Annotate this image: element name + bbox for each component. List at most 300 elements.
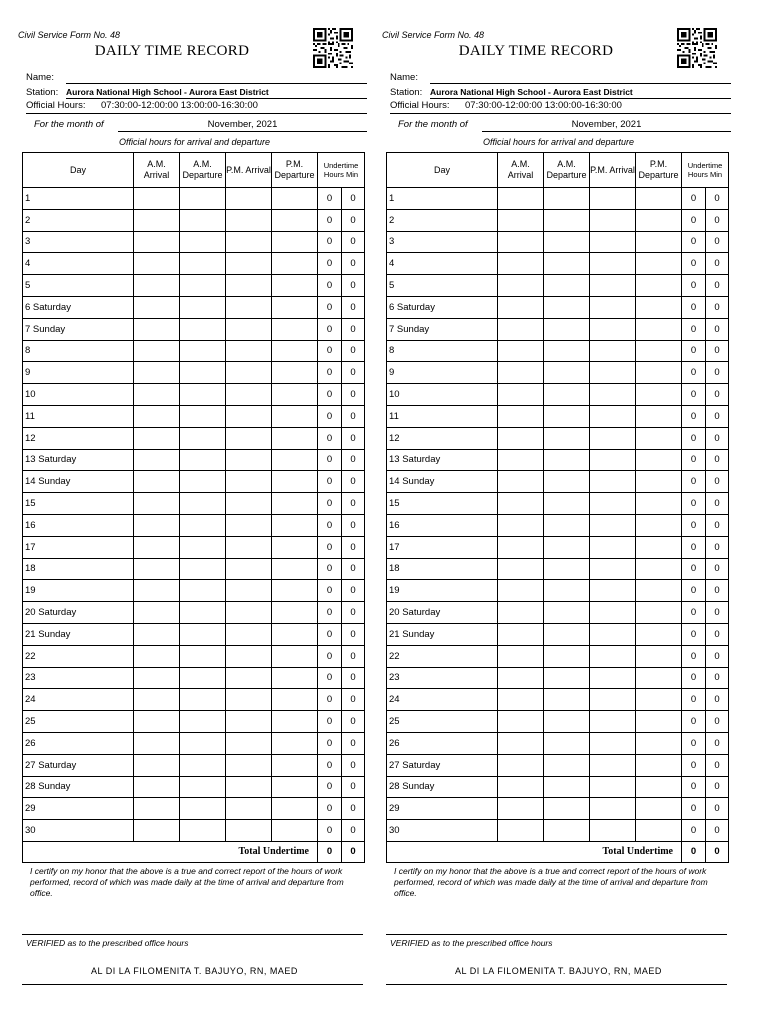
day-cell: 6 Saturday — [387, 296, 498, 318]
undertime-hours-cell: 0 — [318, 558, 342, 580]
undertime-min-cell: 0 — [342, 449, 365, 471]
day-cell: 1 — [387, 188, 498, 210]
undertime-min-cell: 0 — [706, 580, 729, 602]
am-arrival-cell — [498, 667, 544, 689]
pm-departure-cell — [636, 558, 682, 580]
am-arrival-cell — [498, 558, 544, 580]
am-departure-cell — [180, 296, 226, 318]
pm-arrival-cell — [226, 754, 272, 776]
pm-departure-cell — [272, 493, 318, 515]
undertime-min-cell: 0 — [706, 231, 729, 253]
undertime-hours-cell: 0 — [318, 275, 342, 297]
day-cell: 29 — [387, 798, 498, 820]
am-departure-cell — [544, 318, 590, 340]
am-departure-cell — [544, 623, 590, 645]
table-row — [387, 776, 729, 798]
undertime-hours-cell: 0 — [318, 493, 342, 515]
undertime-min-cell: 0 — [342, 623, 365, 645]
time-record-table — [22, 152, 365, 863]
day-cell: 1 — [23, 188, 134, 210]
undertime-min-cell: 0 — [706, 296, 729, 318]
undertime-hours-cell: 0 — [318, 405, 342, 427]
pm-departure-cell — [272, 362, 318, 384]
official-hours-line — [390, 113, 731, 114]
am-arrival-cell — [498, 405, 544, 427]
time-record-table — [386, 152, 729, 863]
day-cell: 19 — [23, 580, 134, 602]
undertime-min-cell: 0 — [706, 732, 729, 754]
pm-arrival-cell — [590, 449, 636, 471]
pm-departure-cell — [272, 776, 318, 798]
undertime-min-cell: 0 — [706, 449, 729, 471]
pm-arrival-cell — [590, 754, 636, 776]
day-cell: 4 — [23, 253, 134, 275]
am-arrival-cell — [134, 471, 180, 493]
am-departure-cell — [544, 296, 590, 318]
day-cell: 22 — [387, 645, 498, 667]
pm-arrival-cell — [226, 471, 272, 493]
undertime-min-cell: 0 — [706, 623, 729, 645]
pm-arrival-cell — [226, 798, 272, 820]
am-departure-cell — [180, 623, 226, 645]
table-row — [387, 798, 729, 820]
am-departure-cell — [544, 188, 590, 210]
pm-arrival-cell — [226, 209, 272, 231]
table-row — [387, 558, 729, 580]
pm-arrival-cell — [226, 340, 272, 362]
am-departure-cell — [544, 798, 590, 820]
pm-departure-cell — [636, 253, 682, 275]
day-cell: 8 — [23, 340, 134, 362]
day-cell: 8 — [387, 340, 498, 362]
table-header-row — [387, 153, 729, 188]
am-arrival-cell — [498, 188, 544, 210]
undertime-min-cell: 0 — [706, 667, 729, 689]
pm-departure-cell — [636, 798, 682, 820]
am-departure-cell — [544, 449, 590, 471]
am-arrival-cell — [498, 493, 544, 515]
undertime-min-cell: 0 — [342, 188, 365, 210]
table-row — [23, 253, 365, 275]
day-cell: 14 Sunday — [23, 471, 134, 493]
undertime-hours-cell: 0 — [318, 623, 342, 645]
total-hours-cell: 0 — [318, 841, 342, 862]
pm-arrival-cell — [226, 558, 272, 580]
am-departure-cell — [180, 340, 226, 362]
am-arrival-cell — [134, 493, 180, 515]
day-cell: 10 — [387, 384, 498, 406]
table-row — [23, 514, 365, 536]
undertime-hours-cell: 0 — [682, 471, 706, 493]
pm-departure-cell — [636, 776, 682, 798]
am-departure-cell — [544, 820, 590, 842]
day-cell: 5 — [387, 275, 498, 297]
undertime-min-cell: 0 — [342, 362, 365, 384]
day-cell: 9 — [387, 362, 498, 384]
am-arrival-cell — [134, 340, 180, 362]
table-row — [387, 405, 729, 427]
am-arrival-cell — [134, 776, 180, 798]
am-arrival-cell — [498, 623, 544, 645]
total-min-cell: 0 — [706, 841, 729, 862]
verify-signature-line — [22, 934, 363, 935]
am-arrival-cell — [134, 362, 180, 384]
am-arrival-cell — [134, 514, 180, 536]
undertime-min-cell: 0 — [342, 580, 365, 602]
pm-departure-cell — [636, 296, 682, 318]
am-departure-cell — [180, 514, 226, 536]
pm-arrival-cell — [226, 623, 272, 645]
am-departure-cell — [544, 209, 590, 231]
undertime-hours-cell: 0 — [682, 253, 706, 275]
am-arrival-cell — [498, 209, 544, 231]
am-departure-cell — [180, 231, 226, 253]
month-label: For the month of — [398, 119, 468, 130]
pm-departure-cell — [636, 820, 682, 842]
table-row — [23, 776, 365, 798]
day-cell: 24 — [23, 689, 134, 711]
day-cell: 15 — [23, 493, 134, 515]
am-departure-cell — [180, 732, 226, 754]
undertime-min-cell: 0 — [342, 318, 365, 340]
pm-arrival-cell — [226, 645, 272, 667]
table-row — [23, 580, 365, 602]
am-departure-cell — [544, 667, 590, 689]
pm-arrival-cell — [226, 493, 272, 515]
am-departure-cell — [180, 318, 226, 340]
undertime-hours-cell: 0 — [318, 645, 342, 667]
undertime-min-cell: 0 — [706, 776, 729, 798]
am-arrival-cell — [498, 340, 544, 362]
day-cell: 28 Sunday — [23, 776, 134, 798]
pm-arrival-cell — [226, 405, 272, 427]
pm-arrival-cell — [590, 798, 636, 820]
am-arrival-cell — [498, 689, 544, 711]
table-row — [23, 623, 365, 645]
undertime-hours-cell: 0 — [682, 514, 706, 536]
undertime-hours-cell: 0 — [318, 689, 342, 711]
undertime-min-cell: 0 — [706, 711, 729, 733]
undertime-min-cell: 0 — [706, 318, 729, 340]
undertime-hours-cell: 0 — [318, 602, 342, 624]
undertime-hours-cell: 0 — [318, 253, 342, 275]
undertime-hours-cell: 0 — [318, 384, 342, 406]
undertime-min-cell: 0 — [706, 645, 729, 667]
am-departure-cell — [544, 471, 590, 493]
station-row — [390, 85, 731, 99]
undertime-min-cell: 0 — [706, 536, 729, 558]
undertime-min-cell: 0 — [342, 711, 365, 733]
am-arrival-cell — [134, 253, 180, 275]
undertime-min-cell: 0 — [342, 667, 365, 689]
pm-departure-cell — [636, 645, 682, 667]
undertime-hours-cell: 0 — [682, 296, 706, 318]
undertime-hours-cell: 0 — [682, 209, 706, 231]
undertime-min-cell: 0 — [706, 820, 729, 842]
undertime-hours-cell: 0 — [682, 732, 706, 754]
am-arrival-cell — [134, 623, 180, 645]
pm-departure-cell — [272, 405, 318, 427]
pm-departure-cell — [272, 645, 318, 667]
undertime-hours-cell: 0 — [318, 580, 342, 602]
day-cell: 9 — [23, 362, 134, 384]
day-cell: 30 — [23, 820, 134, 842]
pm-departure-cell — [272, 732, 318, 754]
pm-arrival-cell — [590, 645, 636, 667]
station-row — [26, 85, 367, 99]
am-arrival-cell — [498, 296, 544, 318]
am-arrival-cell — [498, 275, 544, 297]
month-value: November, 2021 — [571, 119, 642, 130]
am-departure-cell — [544, 405, 590, 427]
pm-arrival-cell — [226, 188, 272, 210]
undertime-hours-cell: 0 — [682, 275, 706, 297]
am-arrival-cell — [498, 820, 544, 842]
undertime-hours-cell: 0 — [682, 340, 706, 362]
pm-departure-cell — [636, 188, 682, 210]
table-row — [387, 296, 729, 318]
am-departure-cell — [180, 471, 226, 493]
am-departure-cell — [544, 275, 590, 297]
undertime-min-cell: 0 — [342, 471, 365, 493]
undertime-hours-cell: 0 — [682, 231, 706, 253]
undertime-hours-cell: 0 — [682, 427, 706, 449]
pm-departure-cell — [272, 820, 318, 842]
table-row — [23, 798, 365, 820]
undertime-hours-cell: 0 — [318, 231, 342, 253]
total-undertime-row — [23, 841, 365, 862]
pm-arrival-cell — [226, 820, 272, 842]
station-field-line — [66, 98, 367, 99]
pm-departure-cell — [636, 209, 682, 231]
table-row — [23, 449, 365, 471]
table-row — [23, 689, 365, 711]
day-cell: 23 — [387, 667, 498, 689]
official-hours-row — [390, 100, 731, 114]
pm-departure-cell — [636, 493, 682, 515]
am-arrival-cell — [134, 209, 180, 231]
undertime-min-cell: 0 — [342, 427, 365, 449]
undertime-min-cell: 0 — [342, 405, 365, 427]
table-row — [23, 536, 365, 558]
pm-departure-cell — [272, 558, 318, 580]
undertime-min-cell: 0 — [706, 405, 729, 427]
table-row — [387, 318, 729, 340]
am-departure-cell — [544, 580, 590, 602]
undertime-min-cell: 0 — [706, 493, 729, 515]
undertime-hours-cell: 0 — [682, 558, 706, 580]
table-row — [23, 340, 365, 362]
month-row — [22, 117, 367, 132]
verify-signature-line — [386, 934, 727, 935]
undertime-min-cell: 0 — [342, 754, 365, 776]
am-departure-cell — [544, 427, 590, 449]
undertime-hours-cell: 0 — [682, 188, 706, 210]
name-label: Name: — [26, 72, 54, 83]
day-cell: 21 Sunday — [387, 623, 498, 645]
qr-code-icon — [313, 28, 353, 68]
am-departure-cell — [180, 253, 226, 275]
am-arrival-cell — [134, 405, 180, 427]
day-cell: 21 Sunday — [23, 623, 134, 645]
am-departure-cell — [180, 536, 226, 558]
day-cell: 28 Sunday — [387, 776, 498, 798]
table-row — [387, 340, 729, 362]
month-row — [386, 117, 731, 132]
qr-code-icon — [677, 28, 717, 68]
header-am-arrival: A.M. Arrival — [498, 153, 544, 188]
am-arrival-cell — [134, 275, 180, 297]
undertime-hours-cell: 0 — [318, 514, 342, 536]
table-row — [387, 362, 729, 384]
pm-arrival-cell — [590, 558, 636, 580]
day-cell: 7 Sunday — [23, 318, 134, 340]
signatory-name: AL DI LA FILOMENITA T. BAJUYO, RN, MAED — [91, 966, 298, 976]
form-title: DAILY TIME RECORD — [94, 43, 250, 59]
day-cell: 12 — [23, 427, 134, 449]
pm-arrival-cell — [590, 471, 636, 493]
undertime-hours-cell: 0 — [682, 405, 706, 427]
day-cell: 17 — [387, 536, 498, 558]
am-arrival-cell — [498, 645, 544, 667]
table-row — [387, 754, 729, 776]
day-cell: 30 — [387, 820, 498, 842]
table-row — [387, 580, 729, 602]
pm-arrival-cell — [226, 536, 272, 558]
am-departure-cell — [180, 689, 226, 711]
undertime-min-cell: 0 — [706, 209, 729, 231]
pm-arrival-cell — [590, 732, 636, 754]
table-row — [387, 427, 729, 449]
pm-arrival-cell — [590, 820, 636, 842]
day-cell: 26 — [387, 732, 498, 754]
am-arrival-cell — [134, 536, 180, 558]
am-departure-cell — [180, 602, 226, 624]
pm-departure-cell — [636, 449, 682, 471]
month-line — [118, 131, 367, 132]
undertime-min-cell: 0 — [342, 253, 365, 275]
day-cell: 11 — [23, 405, 134, 427]
am-departure-cell — [544, 384, 590, 406]
undertime-hours-cell: 0 — [318, 471, 342, 493]
table-row — [387, 732, 729, 754]
undertime-min-cell: 0 — [342, 820, 365, 842]
day-cell: 11 — [387, 405, 498, 427]
am-arrival-cell — [134, 296, 180, 318]
official-hours-value: 07:30:00-12:00:00 13:00:00-16:30:00 — [101, 100, 258, 111]
undertime-min-cell: 0 — [706, 253, 729, 275]
am-arrival-cell — [134, 732, 180, 754]
day-cell: 12 — [387, 427, 498, 449]
header-pm-departure: P.M. Departure — [272, 153, 318, 188]
day-cell: 23 — [23, 667, 134, 689]
pm-departure-cell — [272, 275, 318, 297]
total-blank-cell — [387, 841, 498, 862]
undertime-min-cell: 0 — [706, 514, 729, 536]
day-cell: 16 — [387, 514, 498, 536]
pm-arrival-cell — [226, 732, 272, 754]
am-departure-cell — [544, 602, 590, 624]
official-hours-row — [26, 100, 367, 114]
undertime-hours-cell: 0 — [318, 209, 342, 231]
pm-arrival-cell — [590, 667, 636, 689]
pm-departure-cell — [636, 689, 682, 711]
am-departure-cell — [180, 754, 226, 776]
undertime-min-cell: 0 — [706, 275, 729, 297]
am-departure-cell — [544, 514, 590, 536]
day-cell: 24 — [387, 689, 498, 711]
day-cell: 18 — [23, 558, 134, 580]
pm-arrival-cell — [590, 514, 636, 536]
undertime-hours-cell: 0 — [682, 318, 706, 340]
undertime-min-cell: 0 — [706, 384, 729, 406]
pm-departure-cell — [636, 732, 682, 754]
am-departure-cell — [544, 493, 590, 515]
pm-departure-cell — [272, 667, 318, 689]
am-departure-cell — [544, 776, 590, 798]
am-arrival-cell — [134, 427, 180, 449]
am-arrival-cell — [498, 711, 544, 733]
am-arrival-cell — [498, 318, 544, 340]
am-departure-cell — [180, 820, 226, 842]
table-row — [387, 493, 729, 515]
table-row — [23, 296, 365, 318]
pm-arrival-cell — [590, 231, 636, 253]
undertime-hours-cell: 0 — [682, 580, 706, 602]
pm-departure-cell — [636, 471, 682, 493]
pm-departure-cell — [272, 340, 318, 362]
table-row — [387, 623, 729, 645]
pm-arrival-cell — [226, 231, 272, 253]
am-departure-cell — [180, 711, 226, 733]
pm-arrival-cell — [226, 776, 272, 798]
pm-departure-cell — [636, 318, 682, 340]
total-undertime-row — [387, 841, 729, 862]
undertime-min-cell: 0 — [706, 754, 729, 776]
table-row — [23, 471, 365, 493]
am-departure-cell — [180, 362, 226, 384]
pm-arrival-cell — [226, 362, 272, 384]
am-departure-cell — [180, 427, 226, 449]
am-departure-cell — [180, 449, 226, 471]
pm-arrival-cell — [590, 493, 636, 515]
pm-arrival-cell — [226, 384, 272, 406]
am-arrival-cell — [134, 667, 180, 689]
total-min-cell: 0 — [342, 841, 365, 862]
am-departure-cell — [180, 493, 226, 515]
pm-departure-cell — [636, 667, 682, 689]
undertime-hours-cell: 0 — [318, 667, 342, 689]
official-hours-line — [26, 113, 367, 114]
pm-arrival-cell — [590, 602, 636, 624]
table-row — [387, 536, 729, 558]
undertime-hours-cell: 0 — [682, 667, 706, 689]
header-undertime: Undertime Hours Min — [318, 153, 365, 188]
pm-departure-cell — [272, 689, 318, 711]
am-departure-cell — [180, 558, 226, 580]
official-hours-value: 07:30:00-12:00:00 13:00:00-16:30:00 — [465, 100, 622, 111]
pm-arrival-cell — [590, 275, 636, 297]
pm-departure-cell — [636, 711, 682, 733]
undertime-min-cell: 0 — [706, 362, 729, 384]
month-label: For the month of — [34, 119, 104, 130]
undertime-min-cell: 0 — [342, 602, 365, 624]
undertime-min-cell: 0 — [342, 558, 365, 580]
am-departure-cell — [180, 776, 226, 798]
station-value: Aurora National High School - Aurora East District — [430, 87, 633, 97]
table-row — [23, 667, 365, 689]
pm-departure-cell — [272, 623, 318, 645]
